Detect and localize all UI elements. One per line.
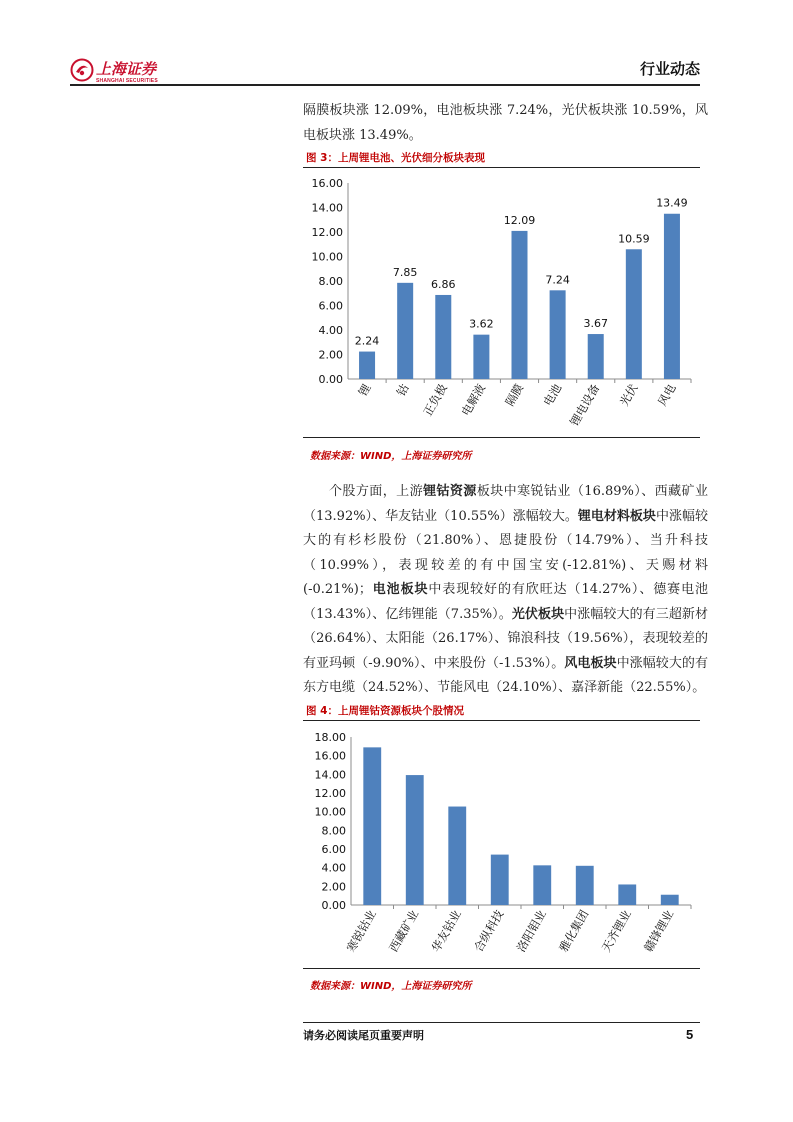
logo-chinese-name: 上海证券 [96,60,157,78]
data-label: 3.62 [469,317,494,331]
figure3-bottom-rule [303,437,700,438]
footer-rule [303,1022,700,1023]
bar [576,866,594,905]
y-tick-label: 14.00 [314,768,346,782]
data-label: 7.85 [392,265,418,279]
keyword-highlight: 电池板块 [371,582,429,597]
y-tick-label: 12.00 [311,226,343,239]
y-tick-label: 4.00 [321,861,346,875]
logo-emblem-icon [70,58,94,82]
bar [473,335,489,379]
bar [397,283,413,379]
figure4-bottom-rule [303,968,700,969]
y-tick-label: 10.00 [311,250,343,264]
y-tick-label: 2.00 [318,348,343,362]
bar [511,231,527,379]
y-tick-label: 8.00 [318,275,343,288]
data-label: 10.59 [618,232,650,246]
paragraph-text: 中表现较好的有欣旺达（14.27%）、德赛电池（13.43%）、亿纬锂能（7.35%）。 [303,582,708,622]
x-category-label: 光伏 [616,381,641,409]
bar [618,884,636,905]
footer-disclaimer: 请务必阅读尾页重要声明 [303,1029,424,1042]
figure4-top-rule [303,720,700,721]
figure3-source: 数据来源：WIND，上海证券研究所 [310,451,472,462]
y-tick-label: 8.00 [321,824,346,838]
keyword-highlight: 锂钴资源 [423,484,477,499]
x-category-label: 合纵科技 [471,907,507,955]
y-tick-label: 0.00 [318,373,343,386]
y-tick-label: 12.00 [314,787,346,800]
bar [406,775,424,905]
x-category-label: 赣锋锂业 [641,907,677,955]
bar [359,352,375,379]
section-title: 行业动态 [639,60,700,78]
bar [550,290,566,379]
y-tick-label: 14.00 [311,201,343,215]
figure3-chart [303,168,700,436]
x-category-label: 洛阳钼业 [513,907,549,955]
page-number: 5 [686,1027,694,1042]
y-tick-label: 16.00 [311,177,343,190]
x-category-label: 钴 [393,381,412,399]
figure4-title: 图 4：上周锂钴资源板块个股情况 [306,705,464,717]
figure4-source: 数据来源：WIND，上海证券研究所 [310,981,472,992]
keyword-highlight: 风电板块 [564,655,617,671]
data-label: 6.86 [431,277,456,291]
bar [626,249,642,379]
x-category-label: 电解液 [458,381,488,419]
x-category-label: 电池 [540,381,565,409]
bar [664,214,680,379]
keyword-highlight: 光伏板块 [511,606,565,622]
x-category-label: 风电 [654,381,679,409]
x-category-label: 寒锐钴业 [343,907,379,955]
figure4-chart [303,722,700,968]
paragraph-text: 板块中寒锐钴业（16.89%）、西藏矿业（13.92%）、华友钴业（10.55%）涨幅较大。 [303,484,708,524]
y-tick-label: 16.00 [314,749,346,763]
data-label: 7.24 [545,273,570,287]
x-category-label: 锂电设备 [567,381,603,429]
paragraph-text: 中涨幅较大的有三超新材（26.64%）、太阳能（26.17%）、锦浪科技（19.56%），表现较差的有亚玛顿（-9.90%）、中来股份（-1.53%）。 [303,606,708,671]
data-label: 2.24 [354,334,380,348]
bar [363,747,381,905]
header-divider [70,84,700,86]
data-label: 3.67 [583,317,608,331]
x-category-label: 西藏矿业 [386,907,422,955]
bar [448,807,466,905]
y-tick-label: 6.00 [321,843,346,856]
keyword-highlight: 锂电材料板块 [577,508,656,524]
data-label: 13.49 [656,196,688,210]
figure3-title: 图 3：上周锂电池、光伏细分板块表现 [306,152,485,164]
y-tick-label: 2.00 [321,880,346,894]
data-label: 12.09 [503,213,536,227]
y-tick-label: 18.00 [314,731,346,744]
x-category-label: 雅化集团 [556,907,592,955]
body-paragraph [303,480,708,701]
logo-english-name: SHANGHAI SECURITIES [96,78,158,84]
paragraph-text: 中涨幅较大的有杉杉股份（21.80%）、恩捷股份（14.79%）、当升科技（10.99%），表现较差的有中国宝安(-12.81%)、天赐材料(-0.21%)； [303,508,708,597]
x-category-label: 隔膜 [502,381,527,409]
x-category-label: 华友钴业 [428,907,464,955]
y-tick-label: 6.00 [318,299,343,313]
intro-paragraph: 隔膜板块涨 12.09%，电池板块涨 7.24%，光伏板块涨 10.59%，风电板块涨 13.49%。 [303,103,708,143]
paragraph-text: 个股方面，上游 [329,484,424,499]
paragraph-text: 中涨幅较大的有东方电缆（24.52%）、节能风电（24.10%）、嘉泽新能（22.55%）。 [303,655,708,695]
bar [435,295,451,379]
y-tick-label: 4.00 [318,324,343,337]
x-category-label: 锂 [355,381,374,399]
bar [588,334,604,379]
bar [661,895,679,905]
x-category-label: 正负极 [420,381,450,419]
x-category-label: 天齐锂业 [598,907,634,955]
y-tick-label: 10.00 [314,805,346,819]
y-tick-label: 0.00 [321,899,346,912]
bar [533,865,551,905]
bar [491,855,509,905]
